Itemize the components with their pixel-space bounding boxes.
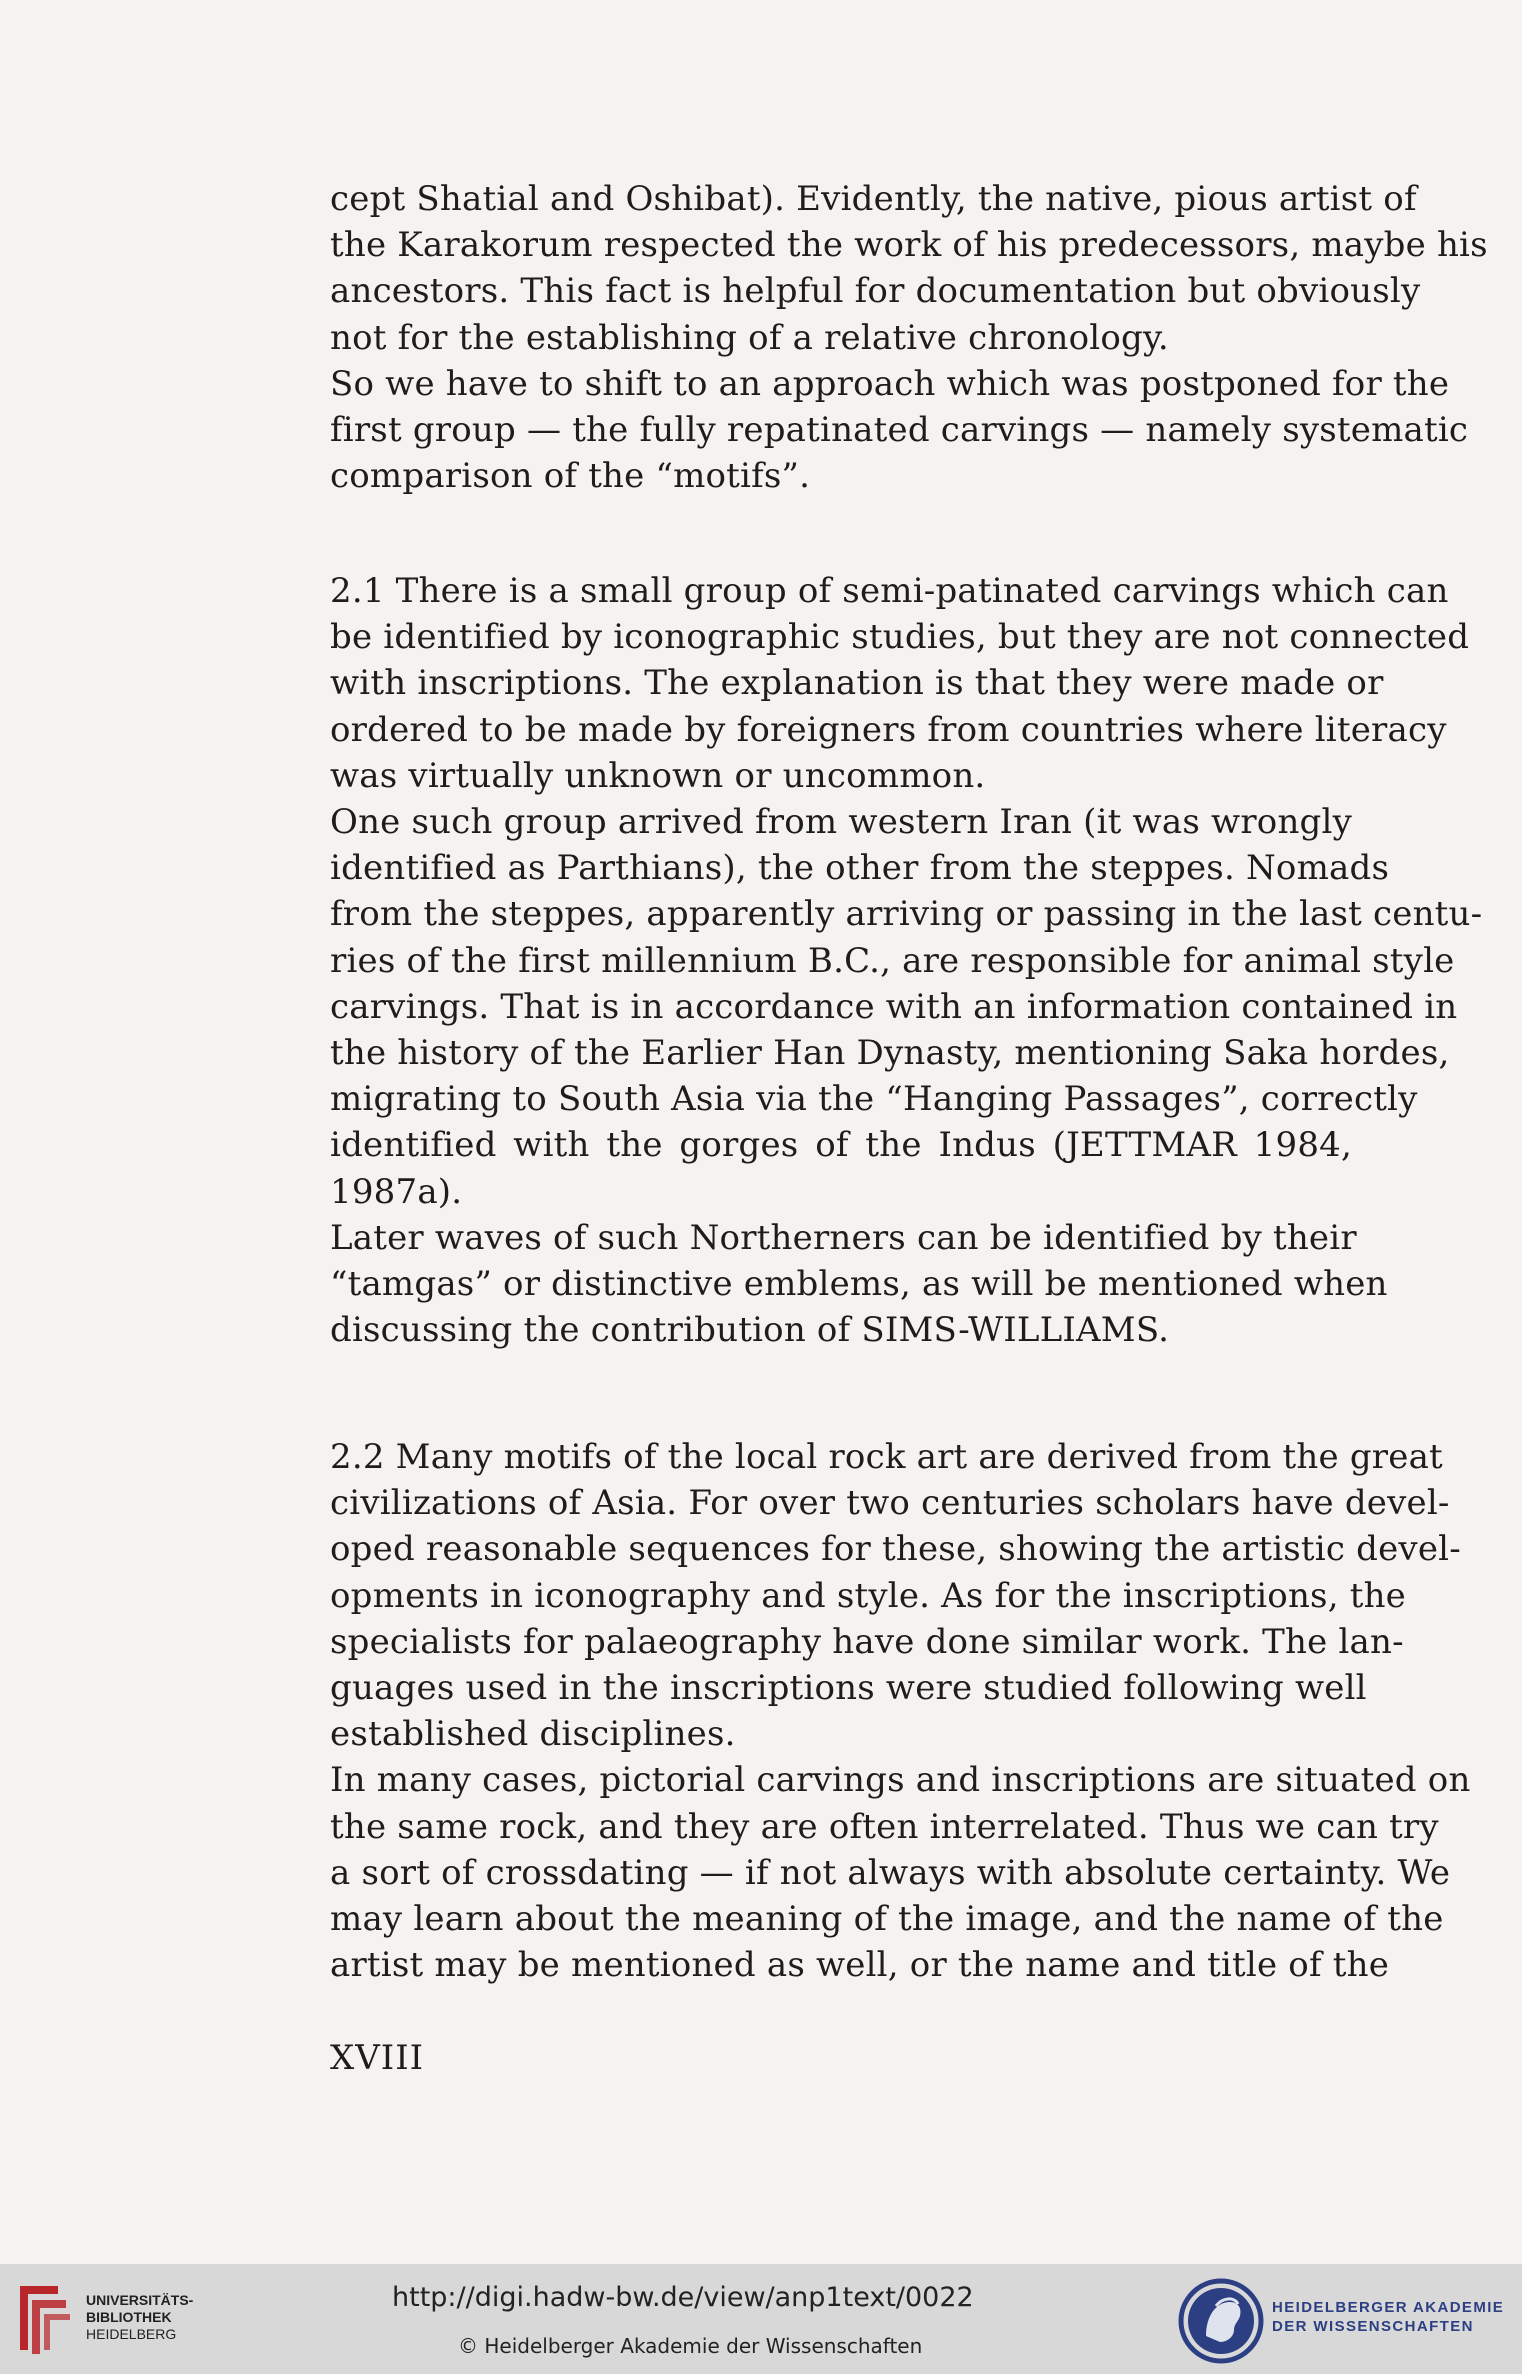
text-line: be identified by iconographic studies, but they are not connected — [330, 617, 1470, 658]
paragraph — [330, 1757, 1471, 1988]
text-line: the same rock, and they are often interrelated. Thus we can try — [330, 1806, 1439, 1847]
text-line: In many cases, pictorial carvings and inscriptions are situated on — [330, 1760, 1471, 1801]
text-line: ordered to be made by foreigners from countries where literacy — [330, 709, 1447, 750]
text-line: 2.2 Many motifs of the local rock art are derived from the great — [330, 1437, 1443, 1477]
text-line: comparison of the “motifs”. — [330, 456, 811, 497]
academy-logo[interactable] — [1176, 2276, 1266, 2366]
academy-name-line: HEIDELBERGER AKADEMIE — [1272, 2299, 1505, 2316]
text-line: 2.1 There is a small group of semi-patinated carvings which can — [330, 571, 1449, 611]
paragraph — [330, 1215, 1388, 1354]
academy-name — [1272, 2298, 1504, 2336]
text-line: the history of the Earlier Han Dynasty, mentioning Saka hordes, — [330, 1033, 1450, 1074]
footer-bar — [0, 2264, 1522, 2374]
text-line: civilizations of Asia. For over two centuries scholars have devel- — [330, 1483, 1450, 1524]
text-line: a sort of crossdating — if not always with absolute certainty. We — [330, 1852, 1451, 1893]
paragraph — [330, 568, 1470, 799]
text-line: identified as Parthians), the other from the steppes. Nomads — [330, 848, 1390, 889]
text-line: the Karakorum respected the work of his predecessors, maybe his — [330, 225, 1488, 266]
page-number: XVIII — [330, 2038, 425, 2078]
paragraph — [330, 176, 1488, 361]
copyright-notice: © Heidelberger Akademie der Wissenschaften — [458, 2334, 923, 2358]
text-line: with inscriptions. The explanation is that they were made or — [330, 663, 1384, 704]
text-line: 1987a). — [330, 1171, 463, 1212]
text-line: specialists for palaeography have done similar work. The lan- — [330, 1621, 1404, 1662]
text-line: was virtually unknown or uncommon. — [330, 755, 986, 796]
text-line: discussing the contribution of SIMS-WILLIAMS. — [330, 1310, 1170, 1351]
text-line: established disciplines. — [330, 1714, 736, 1755]
text-line: One such group arrived from western Iran (it was wrongly — [330, 802, 1352, 843]
text-line: guages used in the inscriptions were studied following well — [330, 1668, 1367, 1709]
text-line: first group — the fully repatinated carvings — namely systematic — [330, 410, 1469, 451]
paragraph — [330, 1434, 1461, 1757]
library-emblem-icon — [14, 2280, 74, 2356]
text-line: “tamgas” or distinctive emblems, as will be mentioned when — [330, 1264, 1388, 1305]
text-line: opments in iconography and style. As for the inscriptions, the — [330, 1575, 1406, 1616]
paragraph — [330, 361, 1469, 500]
academy-name-line: DER WISSENSCHAFTEN — [1272, 2318, 1474, 2335]
section-2-1 — [330, 568, 1483, 1353]
paragraph — [330, 799, 1483, 1215]
library-name-line: UNIVERSITÄTS- — [86, 2292, 194, 2308]
paragraph-continuation — [330, 176, 1488, 499]
permalink-url[interactable]: http://digi.hadw-bw.de/view/anp1text/0022 — [392, 2282, 974, 2313]
text-line: artist may be mentioned as well, or the name and title of the — [330, 1945, 1390, 1986]
text-line: cept Shatial and Oshibat). Evidently, the native, pious artist of — [330, 179, 1417, 219]
academy-athena-head-icon — [1176, 2276, 1266, 2366]
text-line: ancestors. This fact is helpful for documentation but obviously — [330, 271, 1421, 312]
section-2-2 — [330, 1434, 1471, 1988]
text-line: not for the establishing of a relative chronology. — [330, 317, 1169, 358]
text-line: So we have to shift to an approach which was postponed for the — [330, 363, 1450, 404]
text-line: identified with the gorges of the Indus (JETTMAR 1984, — [330, 1125, 1352, 1166]
library-name-line: BIBLIOTHEK — [86, 2309, 172, 2325]
library-name — [86, 2292, 193, 2343]
library-name-line: HEIDELBERG — [86, 2326, 177, 2342]
text-line: ries of the first millennium B.C., are responsible for animal style — [330, 940, 1455, 981]
text-line: from the steppes, apparently arriving or passing in the last centu- — [330, 894, 1483, 935]
text-line: may learn about the meaning of the image, and the name of the — [330, 1899, 1444, 1940]
text-line: carvings. That is in accordance with an information contained in — [330, 986, 1458, 1027]
text-line: Later waves of such Northerners can be identified by their — [330, 1217, 1357, 1258]
library-logo[interactable] — [14, 2280, 224, 2356]
text-line: oped reasonable sequences for these, showing the artistic devel- — [330, 1529, 1461, 1570]
text-line: migrating to South Asia via the “Hanging Passages”, correctly — [330, 1079, 1418, 1120]
